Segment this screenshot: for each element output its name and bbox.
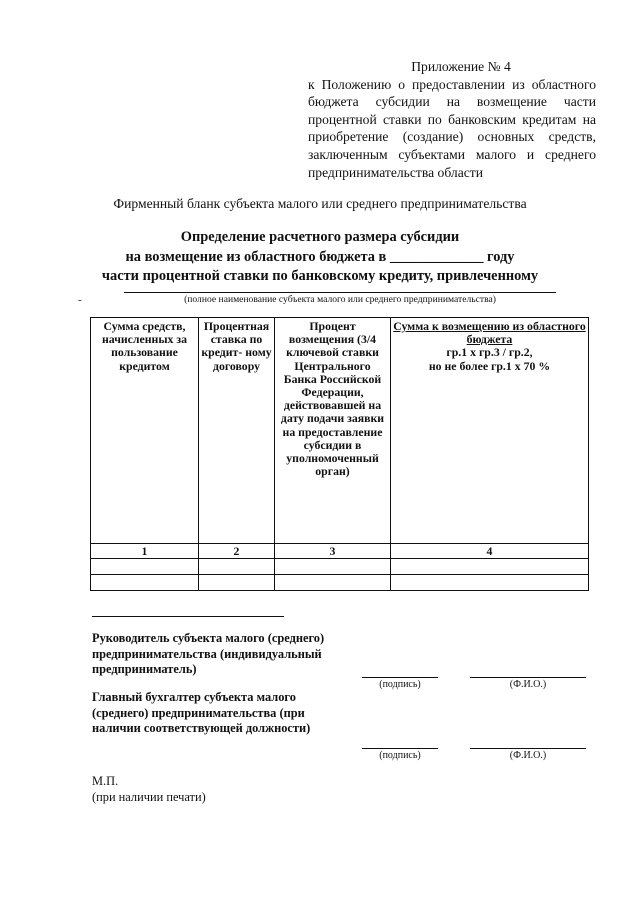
header-formula-line-1: гр.1 х гр.3 / гр.2, (446, 345, 533, 360)
table-row (91, 559, 589, 575)
header-formula-line-2: но не более гр.1 х 70 % (428, 358, 551, 373)
column-number-3: 3 (275, 544, 391, 559)
table-row (91, 575, 589, 591)
table-cell[interactable] (275, 575, 391, 591)
entity-name-line (124, 292, 556, 293)
accountant-signatory-label: Главный бухгалтер субъекта малого (среднего) предпринимательства (при наличии соответствующей должности) (92, 690, 311, 736)
head-signature-line[interactable] (362, 677, 438, 678)
appendix-text: к Положению о предоставлении из областного бюджета субсидии на возмещение части процентной ставки по банковским кредитам на приобретение (создание) основных средств, заключенным субъектами малого и среднего предпринимательства области (308, 76, 596, 180)
heading-line-3: части процентной ставки по банковскому кредиту, привлеченному (101, 268, 539, 285)
header-loan-interest-sum: Сумма средств, начисленных за пользование кредитом (91, 318, 199, 544)
table-cell[interactable] (391, 559, 589, 575)
margin-mark: - (78, 294, 82, 306)
accountant-signature-caption: (подпись) (379, 750, 421, 761)
table-cell[interactable] (391, 575, 589, 591)
header-reimbursement-sum (391, 318, 589, 544)
head-signature-caption: (подпись) (379, 679, 421, 690)
table-cell[interactable] (275, 559, 391, 575)
head-name-line[interactable] (470, 677, 586, 678)
entity-name-caption: (полное наименование субъекта малого или среднего предпринимательства) (184, 294, 496, 305)
appendix-title: Приложение № 4 (411, 59, 511, 74)
accountant-signature-line[interactable] (362, 748, 438, 749)
header-reimbursement-sum-title: Сумма к возмещению из областного бюджета (393, 319, 586, 347)
column-number-1: 1 (91, 544, 199, 559)
table-header-row (91, 318, 589, 544)
table-number-row (91, 544, 589, 559)
column-number-2: 2 (199, 544, 275, 559)
letterhead-label: Фирменный бланк субъекта малого или среднего предпринимательства (113, 196, 527, 211)
heading-line-2: на возмещение из областного бюджета в _____________ году (125, 248, 515, 265)
subsidy-calculation-table (90, 317, 589, 591)
table-cell[interactable] (199, 575, 275, 591)
head-signatory-label: Руководитель субъекта малого (среднего) предпринимательства (индивидуальный предприниматель) (92, 631, 325, 677)
header-interest-rate: Процентная ставка по кредит- ному договору (199, 318, 275, 544)
accountant-name-line[interactable] (470, 748, 586, 749)
stamp-label: М.П. (92, 774, 119, 788)
header-reimbursement-percent: Процент возмещения (3/4 ключевой ставки Центрального Банка Российской Федерации, действовавшей на дату подачи заявки на предоставление субсидии в уполномоченный орган) (275, 318, 391, 544)
table-cell[interactable] (91, 559, 199, 575)
heading-line-1: Определение расчетного размера субсидии (180, 229, 460, 245)
accountant-name-caption: (Ф.И.О.) (509, 750, 547, 761)
column-number-4: 4 (391, 544, 589, 559)
stamp-block (92, 774, 206, 805)
document-heading (0, 228, 640, 287)
table-cell[interactable] (91, 575, 199, 591)
appendix-block (308, 58, 596, 181)
head-name-caption: (Ф.И.О.) (509, 679, 547, 690)
stamp-note: (при наличии печати) (92, 789, 206, 804)
table-cell[interactable] (199, 559, 275, 575)
separator-line (92, 616, 284, 617)
